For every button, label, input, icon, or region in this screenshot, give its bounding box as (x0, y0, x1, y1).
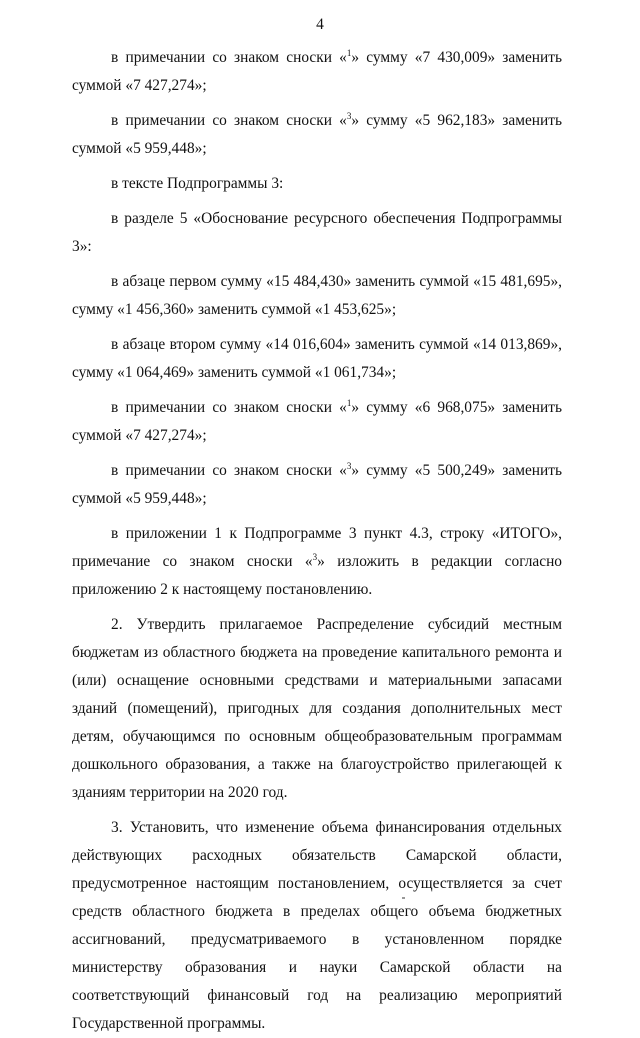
footnote-mark: 1 (346, 48, 352, 58)
paragraph: в примечании со знаком сноски «$^1$» сумму «6 968,075» заменить суммой «7 427,274»; (72, 398, 562, 444)
paragraph: 3. Установить, что изменение объема финансирования отдельных действующих расходных обязательств Самарской области, предусмотренное настоящим постановлением, осуществляется за счет средств областного бюджета в пределах общего объема бюджетных ассигнований, предусматриваемого в установленном порядке министерству образования и науки Самарской области на соответствующий финансовый год на реализацию мероприятий Государственной программы. (72, 819, 562, 1032)
footnote-mark: 3 (346, 111, 352, 121)
paragraph: в примечании со знаком сноски «$^3$» сумму «5 500,249» заменить суммой «5 959,448»; (72, 461, 562, 507)
paragraph: в абзаце первом сумму «15 484,430» заменить суммой «15 481,695», сумму «1 456,360» заменить суммой «1 453,625»; (72, 273, 562, 318)
paragraph: в примечании со знаком сноски «$^1$» сумму «7 430,009» заменить суммой «7 427,274»; (72, 48, 562, 94)
page-number: 4 (316, 16, 324, 33)
paragraph: в тексте Подпрограммы 3: (111, 175, 284, 192)
paragraph: в приложении 1 к Подпрограмме 3 пункт 4.3, строку «ИТОГО», примечание со знаком сноски «$^3$» изложить в редакции согласно приложению 2 к настоящему постановлению. (72, 525, 562, 598)
document-body (72, 44, 562, 1038)
paragraph: 2. Утвердить прилагаемое Распределение субсидий местным бюджетам из областного бюджета на проведение капитального ремонта и (или) оснащение основными средствами и материальными запасами зданий (помещений), пригодных для создания дополнительных мест детям, обучающимся по основным общеобразовательным программам дошкольного образования, а также на благоустройство прилегающей к зданиям территории на 2020 год. (72, 616, 562, 801)
footnote-mark: 3 (312, 552, 318, 562)
paragraph: в разделе 5 «Обоснование ресурсного обеспечения Подпрограммы 3»: (72, 210, 562, 255)
footnote-mark: 3 (346, 461, 352, 471)
paragraph: в абзаце втором сумму «14 016,604» заменить суммой «14 013,869», сумму «1 064,469» заменить суммой «1 061,734»; (72, 336, 562, 381)
footnote-mark: 1 (346, 398, 352, 408)
paragraph: в примечании со знаком сноски «$^3$» сумму «5 962,183» заменить суммой «5 959,448»; (72, 111, 562, 157)
scan-speck (402, 897, 405, 899)
